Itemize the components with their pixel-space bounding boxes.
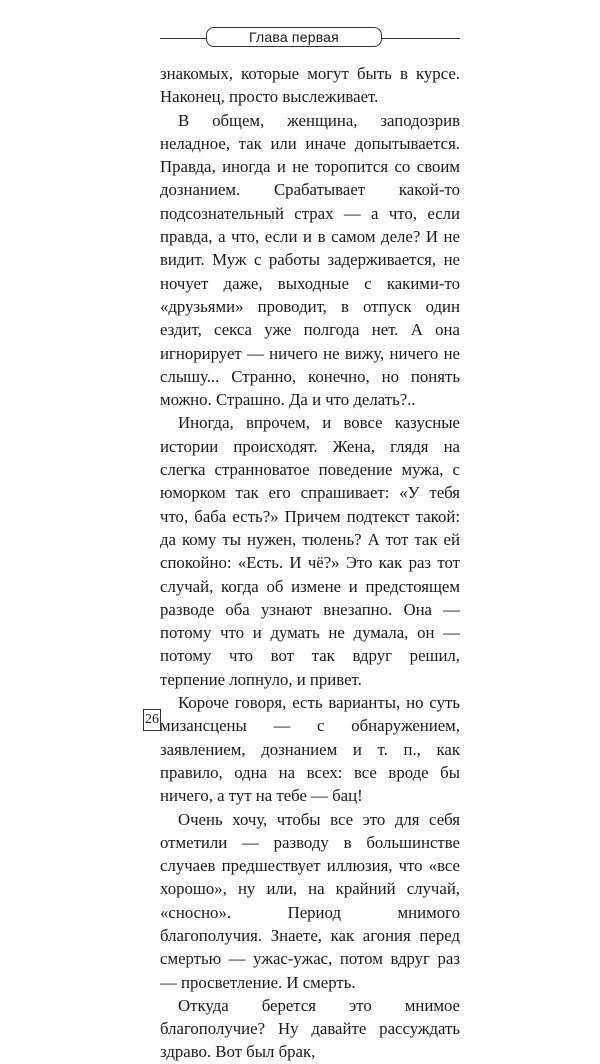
paragraph: В общем, женщина, заподозрив неладное, так или иначе допытывается. Правда, иногда и не торопится со своим дознанием. Срабатывает какой-то подсознательный страх — а что, если правда, а что, если и в самом деле? И не видит. Муж с работы задерживается, не ночует даже, выходные с какими-то «друзьями» проводит, в отпуск один ездит, секса уже полгода нет. А она игнорирует — ничего не вижу, ничего не слышу... Странно, конечно, но понять можно. Страшно. Да и что делать?.. <box>160 110 460 410</box>
chapter-title: Глава первая <box>206 27 382 47</box>
running-header <box>160 27 460 49</box>
header-rule-right <box>382 38 460 39</box>
header-rule-left <box>160 38 206 39</box>
paragraph: Очень хочу, чтобы все это для себя отметили — разводу в большинстве случаев предшествует иллюзия, что «все хорошо», ну или, на крайний случай, «сносно». Период мнимого благополучия. Знаете, как агония перед смертью — ужас-ужас, потом вдруг раз — просветление. И смерть. <box>160 809 460 992</box>
paragraph: Иногда, впрочем, и вовсе казусные истории происходят. Жена, глядя на слегка странноватое поведение мужа, с юморком так его спрашивает: «У тебя что, баба есть?» Причем подтекст такой: да кому ты нужен, тюлень? А тот так ей спокойно: «Есть. И чё?» Это как раз тот случай, когда об измене и предстоящем разводе оба узнают внезапно. Она — потому что и думать не думала, он — потому что вот так вдруг решил, терпение лопнуло, и привет. <box>160 413 460 689</box>
page-body <box>160 62 460 1064</box>
paragraph: Короче говоря, есть варианты, но суть мизансцены — с обнаружением, заявлением, дознанием и т. п., как правило, одна на всех: все вроде бы ничего, а тут на тебе — бац! <box>160 693 460 806</box>
paragraph: знакомых, которые могут быть в курсе. Наконец, просто выслеживает. <box>160 64 460 107</box>
page-number: 26 <box>143 709 161 731</box>
paragraph: Откуда берется это мнимое благополучие? Ну давайте рассуждать здраво. Вот был брак, <box>160 995 460 1062</box>
